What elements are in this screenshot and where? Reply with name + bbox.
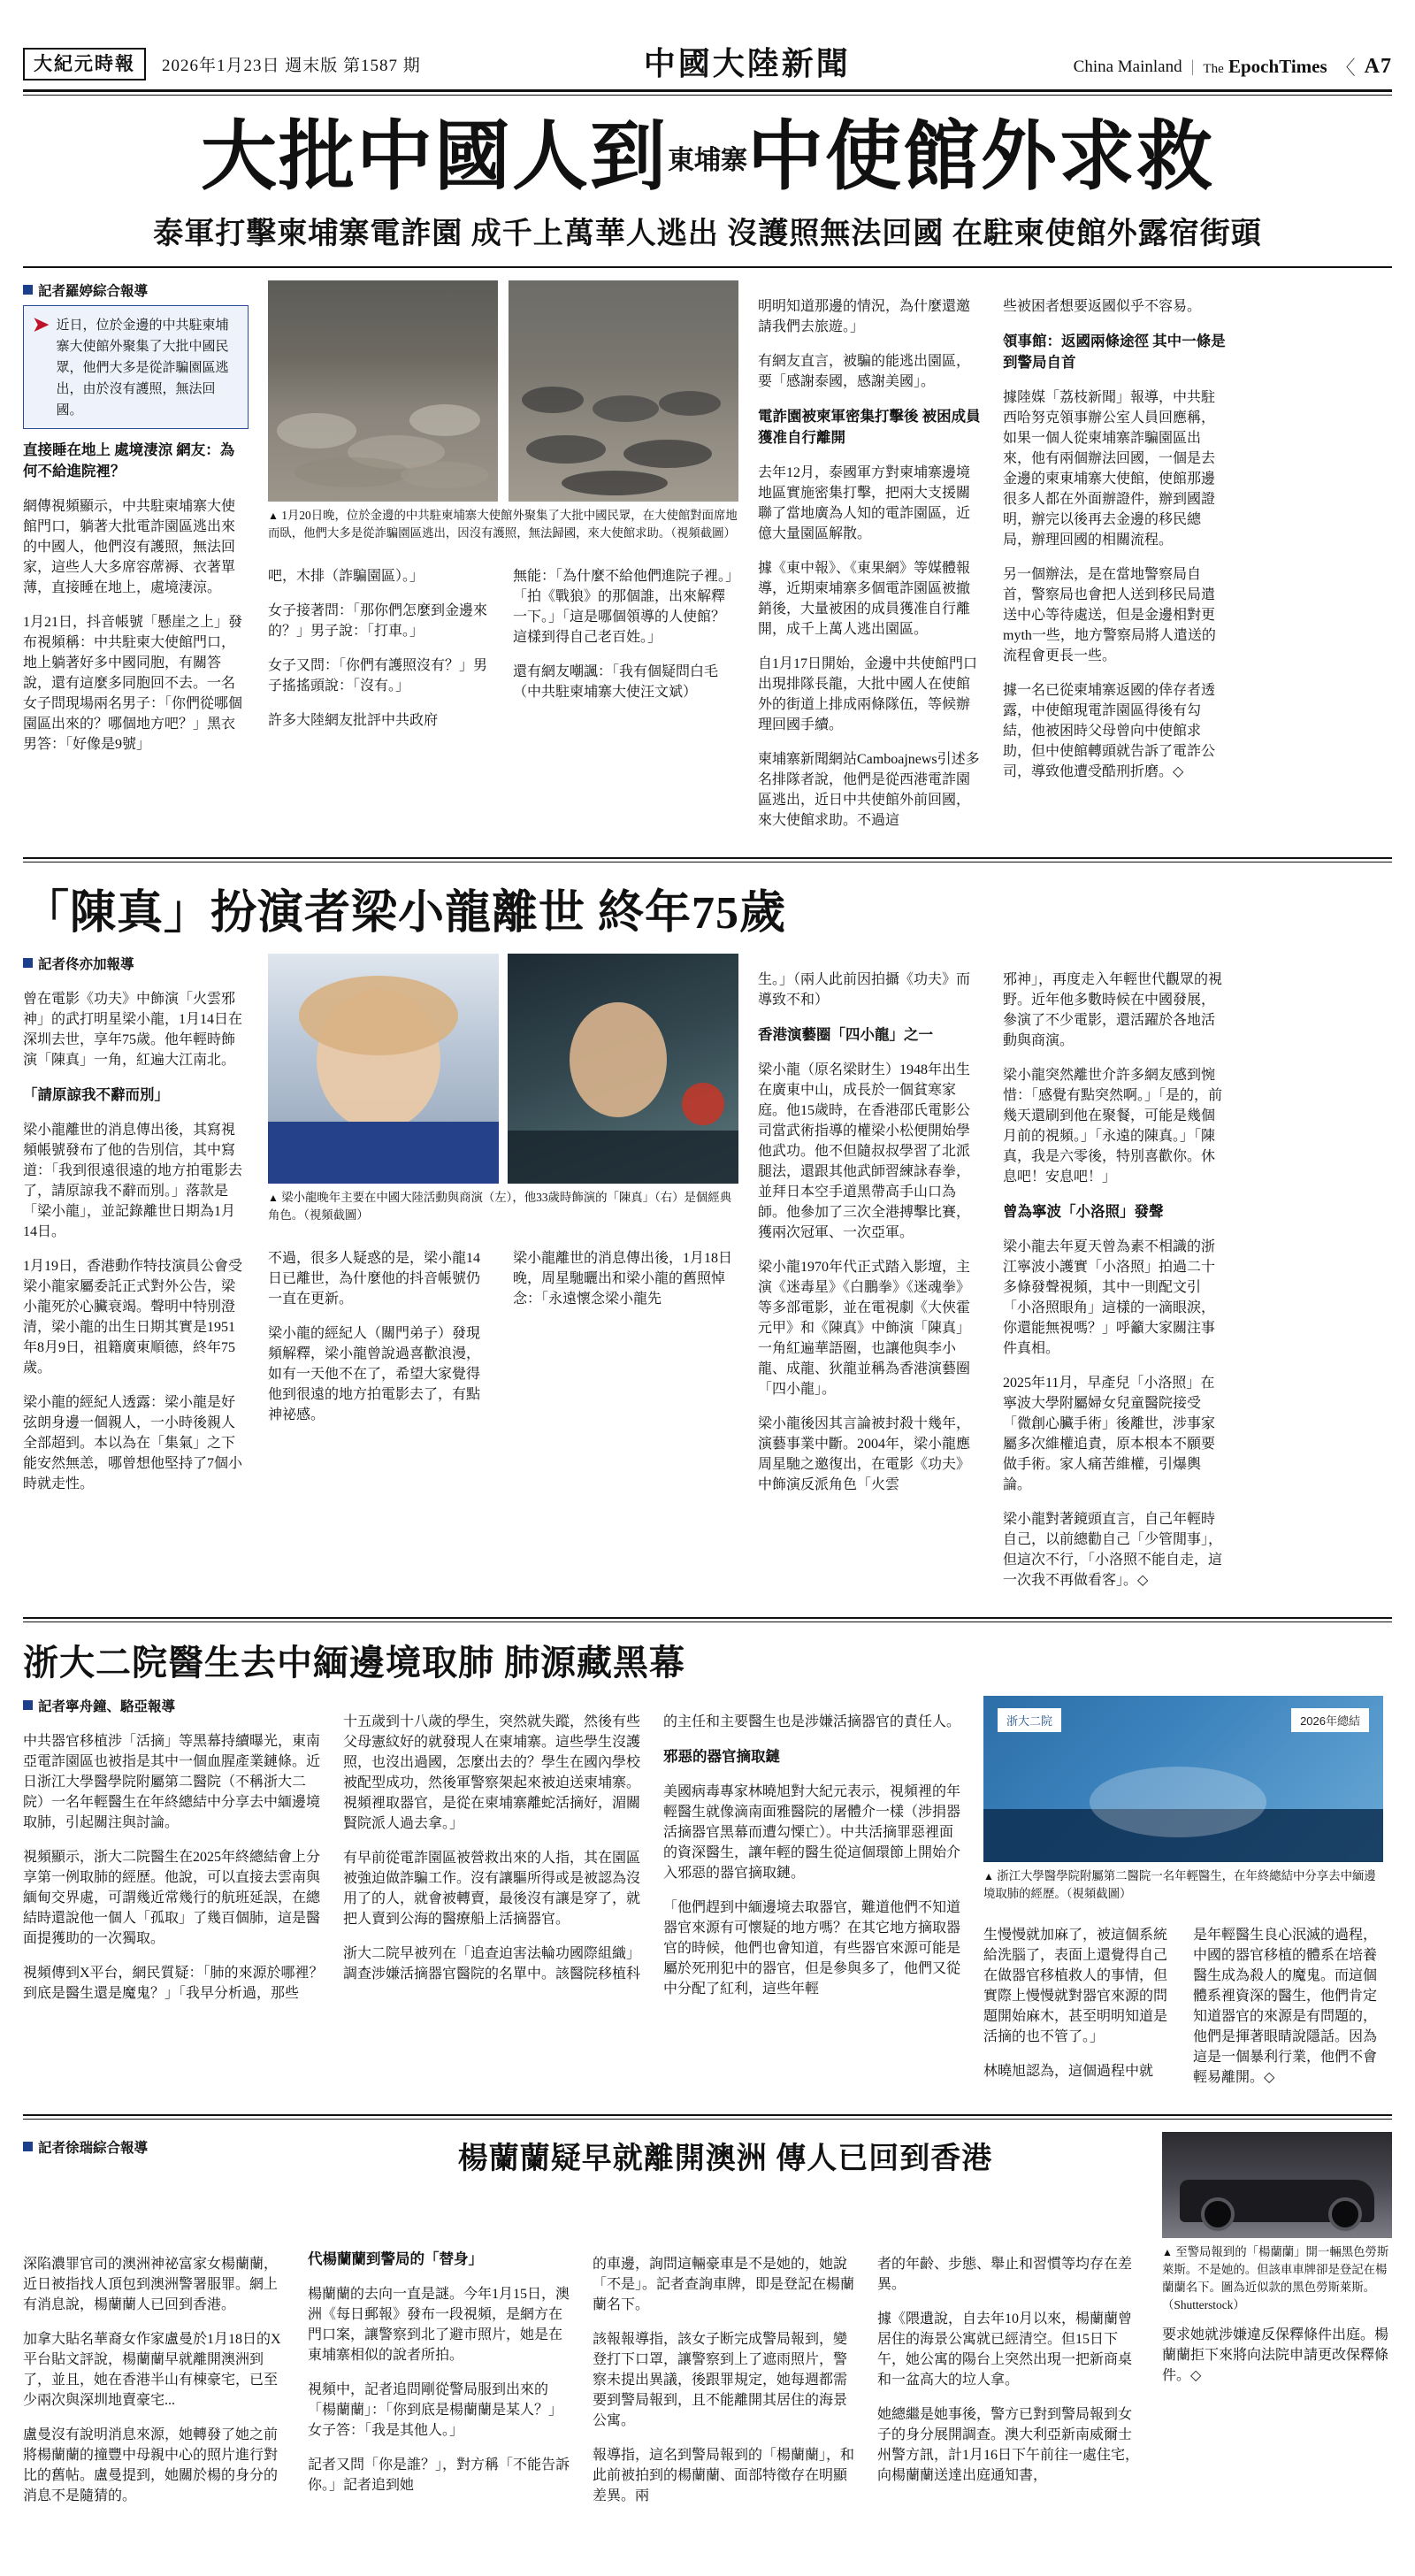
- story1-p7: 無能：「為什麼不給他們進院子裡。」「拍《戰狼》的那個誰，出來解釋一下。」「這是哪個領導的人使館？這樣到得自己老百姓。」: [513, 568, 733, 645]
- story2-p4: 梁小龍的經紀人透露：梁小龍是好弦朗身邊一個親人，一小時後親人全部超到。本以為在「集氣」之下能安然無恙，哪曾想他堅持了7個小時就走性。: [23, 1395, 243, 1492]
- story1-byline: [23, 280, 249, 300]
- brand-the: The: [1203, 62, 1224, 76]
- slide-hospital-label: 浙大二院: [998, 1708, 1061, 1732]
- divider-story2-story3: [23, 1617, 1392, 1619]
- story4-p3: 盧曼沒有說明消息來源，她轉發了她之前將楊蘭蘭的撞豐中母親中心的照片進行對比的舊帖。盧曼提到，她關於楊的身分的消息不是隨猜的。: [23, 2426, 279, 2503]
- story3-subsection-1: 邪惡的器官摘取鏈: [663, 1748, 780, 1766]
- story4-col3: [593, 2238, 858, 2518]
- story4-p5: 視頻中，記者追問剛從警局服到出來的「楊蘭蘭」：「你到底是楊蘭蘭是某人？」女子答：「我是其他人。」: [308, 2381, 563, 2438]
- story1-p2: 1月21日，抖音帳號「懸崖之上」發布視頻稱：中共駐柬大使館門口，地上躺著好多中國同胞，有關答說，還有這麼多同胞回不去。一名女子問現場兩名男子：「你們從哪個園區出來的？哪個地方吧？」黑衣男答：「好像是9號」: [23, 615, 243, 753]
- story1-caption: [268, 507, 738, 542]
- story3-byline-text: 記者寧舟鐘、駱亞報導: [38, 1699, 176, 1715]
- story1-col3-text: [513, 550, 738, 743]
- story2-photo-block: [268, 954, 738, 1603]
- bullet-square-icon: [23, 285, 33, 295]
- story1-photo-right: [509, 280, 738, 502]
- story2-p1: 曾在電影《功夫》中飾演「火雲邪神」的武打明星梁小龍，1月14日在深圳去世，享年75歲。他年輕時飾演「陳真」一角，紅遍大江南北。: [23, 992, 243, 1069]
- story3-p11: 林曉旭認為，這個過程中就: [983, 2063, 1154, 2079]
- story4-p6: 記者又問「你是誰？」，對方稱「不能告訴你。」記者追到她: [308, 2457, 570, 2493]
- story1-grid: [23, 280, 1392, 843]
- story2-col3-text: [513, 1232, 738, 1438]
- story1-headline: [23, 114, 1392, 199]
- story2-p15: 2025年11月，早產兒「小洛照」在寧波大學附屬婦女兒童醫院接受「微創心臟手術」後離世，涉事家屬多次維權追責，原本根本不願要做手術。家人痛苦維權，引爆輿論。: [1003, 1376, 1216, 1493]
- divider-story3-story4: [23, 2114, 1392, 2116]
- story2-subsection-2: 香港演藝圈「四小龍」之一: [758, 1026, 933, 1044]
- story1-col1: [23, 280, 249, 843]
- story2-p13: 梁小龍突然離世介許多網友感到惋惜：「感覺有點突然啊。」「是的，前幾天還刷到他在聚餐，可能是幾個月前的視頻。」「永遠的陳真。」「陳真，我是六零後，特別喜歡你。休息吧！安息吧！」: [1003, 1068, 1223, 1185]
- photo-embassy-sleepers-2: [509, 280, 738, 502]
- story2-caption: [268, 1189, 738, 1224]
- story2-p6: 梁小龍的經紀人（關門弟子）發現頻解釋，梁小龍曾說過喜歡浪漫，如有一天他不在了，希望大家覺得他到很遠的地方拍電影去了，有點神祕感。: [268, 1325, 481, 1422]
- story1-p18: 據一名已從柬埔寨返國的倖存者透露，中使館現電詐園區得後有勾結，他被困時父母曾向中使館求助，但中使館轉頭就告訴了電詐公司，導致他遭受酷刑折磨。◇: [1003, 683, 1216, 780]
- divider-story3-story4-thin: [23, 2119, 1392, 2120]
- story3-caption-text: 浙江大學醫學院附屬第二醫院一名年輕醫生，在年終總結中分享去中緬邊境取肺的經歷。（視頻截圖）: [983, 1869, 1376, 1901]
- story3-col2: [343, 1696, 644, 2099]
- story3-p10: 生慢慢就加麻了，被這個系統給洗腦了，表面上還覺得自己在做器官移植救人的事情，但實際上慢慢就對器官來源的問題開始麻木，甚至明明知道是活摘的也不管了。」: [983, 1927, 1168, 2044]
- story4-header-grid: [23, 2132, 1392, 2238]
- masthead-rule-thin: [23, 95, 1392, 96]
- story3-p8: 美國病毒專家林曉旭對大紀元表示，視頻裡的年輕醫生就像滴南面雅醫院的屠體介一樣（涉捐器活摘器官黑幕而遭勾慄亡）。中共活摘罪惡裡面的資深醫生，讓年輕的醫生從這個環節上開始介入邪惡的器官摘取鏈。: [663, 1784, 961, 1882]
- story1-subsection-3: 領事館：返國兩條途徑 其中一條是到警局自首: [1003, 333, 1226, 372]
- story2-p7: 梁小龍離世的消息傳出後，1月18日晚，周星馳曬出和梁小龍的舊照悼念：「永遠懷念梁小龍先: [513, 1250, 733, 1307]
- photo-rolls-royce: [1162, 2132, 1392, 2238]
- photo-chen-zhen-role: [508, 954, 738, 1184]
- story2-p16: 梁小龍對著鏡頭直言，自己年輕時自己，以前總勸自己「少管閒事」，但這次不行，「小洛照不能自走，這一次我不再做看客」。◇: [1003, 1512, 1223, 1589]
- story4-p9: 報導指，這名到警局報到的「楊蘭蘭」，和此前被拍到的楊蘭蘭、面部特徵存在明顯差異。兩: [593, 2447, 855, 2503]
- story1-caption-text: 1月20日晚，位於金邊的中共駐柬埔寨大使館外聚集了大批中國民眾，在大使館對面席地而臥，他們大多是從詐騙園區逃出，因沒有護照，無法歸國，來大使館求助。（視頻截圖）: [268, 509, 738, 540]
- story4-grid: [23, 2238, 1392, 2518]
- story2-p12: 邪神」，再度走入年輕世代觀眾的視野。近年他多數時候在中國發展，參演了不少電影，還活躍於各地活動與商演。: [1003, 972, 1223, 1049]
- story1-p12: 據《東中報》、《東果網》等媒體報導，近期柬埔寨多個電詐園區被撤銷後，大量被困的成員獲准自行離開，成千上萬人逃出園區。: [758, 561, 971, 638]
- story1-p14: 柬埔寨新聞網站Camboajnews引述多名排隊者說，他們是從西港電詐園區逃出，近日中共使館外前回國，來大使館求助。不過這: [758, 752, 980, 829]
- story4-col1: [23, 2238, 288, 2518]
- photo-embassy-sleepers-1: [268, 280, 498, 502]
- section-title: 中國大陸新聞: [643, 46, 851, 81]
- story1-col5: [1003, 280, 1228, 843]
- story4-p2: 加拿大貼名華裔女作家盧曼於1月18日的X平台貼文評說，楊蘭蘭早就離開澳洲到了，並且，她在香港半山有棟豪宅，已至少兩次與深圳地賣豪宅...: [23, 2331, 281, 2408]
- story3-p5: 有早前從電詐園區被營救出來的人指，其在園區被強迫做詐騙工作。沒有讓驅所得或是被認為沒用了的人，就會被轉賣，最後沒有讓是穿了，就把人賣到公海的醫療船上活摘器官。: [343, 1851, 641, 1928]
- headline-part2: 中使館外求救: [747, 114, 1214, 199]
- masthead-right: [1074, 53, 1392, 80]
- brand-times: Times: [1279, 56, 1327, 77]
- story4-p8: 該報報導指，該女子断完成警局報到，變登打下口罩，讓警察到上了遮雨照片，警察未提出異議，後跟罪規定，她每週都需要到警局報到，且不能離開其居住的海景公寓。: [593, 2331, 848, 2428]
- story2-subsection-3: 曾為寧波「小洛照」發聲: [1003, 1203, 1164, 1221]
- story1-p13: 自1月17日開始，金邊中共使館門口出現排隊長龍，大批中國人在使館外的街道上排成兩條隊伍，等候辦理回國手續。: [758, 656, 978, 733]
- story2-p10: 梁小龍1970年代正式踏入影壇，主演《迷毒星》《白鵬拳》《迷魂拳》等多部電影，並在電視劇《大俠霍元甲》和《陳真》中飾演「陳真」一角紅遍華語圈，也讓他與李小龍、成龍、狄龍並稱為香港演藝圈「四小龍」。: [758, 1260, 971, 1398]
- triangle-icon: ▲: [1162, 2245, 1173, 2258]
- story1-lead-text: 近日，位於金邊的中共駐柬埔寨大使館外聚集了大批中國民眾，他們大多是從詐騙園區逃出，由於沒有護照，無法回國。: [56, 318, 229, 418]
- story1-p8: 還有網友嘲諷：「我有個疑問白毛（中共駐柬埔寨大使汪文斌）: [513, 663, 719, 700]
- masthead-left: [23, 48, 421, 80]
- story4-subsection-1: 代楊蘭蘭到警局的「替身」: [308, 2250, 483, 2267]
- story1-p15: 些被困者想要返國似乎不容易。: [1003, 299, 1202, 315]
- story1-photo-block: [268, 280, 738, 843]
- story2-byline: [23, 954, 249, 973]
- story3-byline: [23, 1696, 324, 1715]
- divider-story1-story2: [23, 857, 1392, 859]
- story4-p12: 她總繼是她事後，警方已對到警局報到女子的身分展開調查。澳大利亞新南威爾士州警方訊，計1月16日下午前往一處住宅，向楊蘭蘭送達出庭通知書，: [877, 2406, 1140, 2483]
- story4-p7: 的車邊，詢問這輛豪車是不是她的，她說「不是」。記者查詢車牌，即是登記在楊蘭蘭名下。: [593, 2256, 855, 2312]
- story2-p14: 梁小龍去年夏天曾為素不相識的浙江寧波小護實「小洛照」拍過二十多條發聲視頻，其中一則配文引「小洛照眼角」這樣的一滴眼淚，你還能無視嗎？」呼籲大家關注事件真相。: [1003, 1239, 1216, 1357]
- triangle-icon: ▲: [983, 1870, 994, 1883]
- chevron-left-icon: 〈: [1335, 57, 1356, 79]
- story4-caption: [1162, 2243, 1392, 2314]
- bullet-square-icon: [23, 1700, 33, 1710]
- slide-title-label: 2026年總結: [1291, 1708, 1369, 1732]
- story1-p1: 網傳視頻顯示，中共駐柬埔寨大使館門口，躺著大批電詐園區逃出來的中國人，他們沒有護照，無法回家，這些人大多席容蓆褥、衣著單薄，直接睡在地上，處境淒涼。: [23, 499, 236, 596]
- brand-epoch: Epoch: [1228, 56, 1280, 77]
- story1-subsection-1: 直接睡在地上 處境淒涼 網友：為何不給進院裡？: [23, 441, 235, 480]
- story4-p10: 者的年齡、步態、舉止和習慣等均存在差異。: [877, 2256, 1133, 2292]
- story1-p16: 據陸媒「荔枝新聞」報導，中共駐西哈努克領事辦公室人員回應稱，如果一個人從柬埔寨詐騙園區出來，他有兩個辦法回國，一個是去金邊的柬東埔寨大使館，使館那邊很多人都在外面辦證件，辦到國證明，辦完以後再去金邊的移民總局，辦理回國的相關流程。: [1003, 390, 1216, 548]
- story1-rule: [23, 266, 1392, 268]
- story4-photo-holder: [1162, 2132, 1392, 2238]
- story4-col4: [877, 2238, 1143, 2518]
- headline-part1: 大批中國人到: [201, 114, 668, 199]
- story1-p4: 女子接著問：「那你們怎麼到金邊來的？」男子說：「打車。」: [268, 602, 488, 639]
- story4-p4: 楊蘭蘭的去向一直是謎。今年1月15日，澳洲《每日郵報》發布一段視頻，是網方在門口案，讓警察到北了避市照片，她是在東埔寨相似的說者所拍。: [308, 2286, 570, 2363]
- story1-text-under-photos: [268, 550, 738, 743]
- story1-p9: 明明知道那邊的情況，為什麼還邀請我們去旅遊。」: [758, 299, 971, 335]
- story1-subhead: 泰軍打擊柬埔寨電詐園 成千上萬華人逃出 沒護照無法回國 在駐柬使館外露宿街頭: [153, 218, 1262, 251]
- story2-caption-text: 梁小龍晚年主要在中國大陸活動與商演（左），他33歲時飾演的「陳真」（右）是個經典角色。（視頻截圖）: [268, 1191, 732, 1223]
- story2-p11: 梁小龍後因其言論被封殺十幾年，演藝事業中斷。2004年，梁小龍應周星馳之邀復出，在電影《功夫》中飾演反派角色「火雲: [758, 1416, 971, 1493]
- photo-hospital-presentation: [983, 1696, 1383, 1862]
- story3-p2: 視頻顯示，浙大二院醫生在2025年終總結會上分享第一例取肺的經歷。他說，可以直接去雲南與緬甸交界處，可謂幾近常幾行的航班延誤，在總結時還說他一個人「孤取」了幾百個肺，這是醫面提獲助的一次獨取。: [23, 1850, 321, 1947]
- headline-ruby: 東埔寨: [668, 146, 747, 176]
- story2-p2: 梁小龍離世的消息傳出後，其寫視頻帳號發布了他的告別信，其中寫道：「我到很遠很遠的地方拍電影去了，請原諒我不辭而別。」落款是「梁小龍」，並記錄離世日期為1月14日。: [23, 1123, 243, 1240]
- story3-title: 浙大二院醫生去中緬邊境取肺 肺源藏黑幕: [23, 1643, 685, 1683]
- story2-col1: [23, 954, 249, 1603]
- story1-p5: 女子又問：「你們有護照沒有？」男子搖搖頭說：「沒有。」: [268, 657, 488, 694]
- story3-p4: 十五歲到十八歲的學生，突然就失蹤，然後有些父母憲紋好的就發現人在柬埔寨。這些學生沒護照，也沒出過國，怎麼出去的？學生在國內學校被配型成功，然後軍警察架起來被迫送柬埔寨。視頻裡取器官，是從在柬埔寨離蛇活摘好，湄關賢院派人過去拿。」: [343, 1714, 641, 1832]
- publication-logo: 大紀元時報: [23, 48, 146, 80]
- story2-p9: 梁小龍（原名梁財生）1948年出生在廣東中山，成長於一個貧寒家庭。他15歲時，在香港邵氏電影公司當武術指導的權梁小松便開始學他武功。他不但隨叔叔學習了北派腿法，還跟其他武師習練詠春拳，並拜日本空手道黑帶高手山口為師。他參加了三次全港搏擊比賽，獲兩次冠軍、一次亞軍。: [758, 1062, 971, 1241]
- story2-col2-text: [268, 1232, 493, 1438]
- story3-p3: 視頻傳到X平台，網民質疑：「肺的來源於哪裡？到底是醫生還是魔鬼？」「我早分析過，那些: [23, 1966, 324, 2002]
- story2-p3: 1月19日，香港動作特技演員公會受梁小龍家屬委託正式對外公告，梁小龍死於心臟衰竭。聲明中特別澄清，梁小龍的出生日期其實是1951年8月9日，祖籍廣東順德，終年75歲。: [23, 1259, 243, 1376]
- story1-p6: 許多大陸網友批評中共政府: [268, 712, 439, 728]
- story3-p9: 「他們趕到中緬邊境去取器官，難道他們不知道器官來源有可懷疑的地方嗎？在其它地方摘取器官的時候，他們也會知道，有些器官來源可能是屬於死刑犯中的器官，但是參與多了，他們又從中分配了紅利，這些年輕: [663, 1900, 961, 1997]
- story2-col4: [758, 954, 983, 1603]
- story3-col1: [23, 1696, 324, 2099]
- story1-p17: 另一個辦法，是在當地警察局自首，警察局也會把人送到移民局遣送中心等待處送，但是金邊相對更myth一些，地方警察局將人遣送的流程會更長一些。: [1003, 567, 1216, 664]
- story3-col3: [663, 1696, 964, 2099]
- story3-col4a: [983, 1909, 1174, 2100]
- story4-caption-text: 至警局報到的「楊蘭蘭」開一輛黑色勞斯萊斯。不是她的。但該車車牌卻是登記在楊蘭蘭名下。圖為近似款的黑色勞斯萊斯。（Shutterstock）: [1162, 2244, 1389, 2312]
- triangle-icon: ▲: [268, 1192, 279, 1205]
- story1-byline-text: 記者羅婷綜合報導: [38, 284, 149, 300]
- story3-col4: [983, 1696, 1383, 2099]
- story4-byline-text: 記者徐瑞綜合報導: [38, 2140, 149, 2156]
- issue-date: 2026年1月23日 週末版 第1587 期: [162, 57, 421, 75]
- story2-title: 「陳真」扮演者梁小龍離世 終年75歲: [23, 888, 787, 939]
- story3-p6: 浙大二院早被列在「追查迫害法輪功國際組織」調查涉嫌活摘器官醫院的名單中。該醫院移植科: [343, 1946, 641, 1982]
- story1-col2-text: [268, 550, 493, 743]
- story1-p10: 有網友直言，被騙的能逃出園區，要「感謝泰國，感謝美國」。: [758, 354, 971, 390]
- story2-subsection-1: 「請原諒我不辭而別」: [23, 1086, 169, 1104]
- story4-p11: 據《隈遺說，自去年10月以來，楊蘭蘭曾居住的海景公寓就已經清空。但15日下午，她公寓的陽台上突然出現一把新商桌和一盆高大的垃人拿。: [877, 2311, 1133, 2388]
- story4-byline: [23, 2137, 288, 2157]
- bullet-square-icon: [23, 958, 33, 968]
- photo-leung-siu-lung-recent: [268, 954, 499, 1184]
- masthead-rule-thick: [23, 89, 1392, 92]
- story2-byline-text: 記者佟亦加報導: [38, 957, 134, 973]
- story3-p12: 是年輕醫生良心泯滅的過程，中國的器官移植的體系在培養醫生成為殺人的魔鬼。而這個體系裡資深的醫生，他們肯定知道器官的來源是有問題的，他們是揮著眼睛說隱話。因為這是一個暴利行業，他們不會輕易離開。◇: [1193, 1927, 1378, 2085]
- brand-name: [1203, 56, 1327, 78]
- story4-col5: [1162, 2238, 1392, 2518]
- story2-p8: 生。」（兩人此前因拍攝《功夫》而導致不和）: [758, 972, 971, 1008]
- story2-grid: [23, 954, 1392, 1603]
- story4-col2: [308, 2238, 573, 2518]
- story1-col4: [758, 280, 983, 843]
- story1-subsection-2: 電詐園被柬軍密集打擊後 被困成員獲准自行離開: [758, 408, 981, 447]
- story3-grid: [23, 1696, 1392, 2099]
- story3-p7: 的主任和主要醫生也是涉嫌活摘器官的責任人。: [663, 1714, 961, 1730]
- triangle-icon: ▲: [268, 510, 279, 523]
- story1-photo-left: [268, 280, 498, 502]
- bullet-square-icon: [23, 2142, 33, 2151]
- story3-p1: 中共器官移植涉「活摘」等黑幕持續曝光，東南亞電詐園區也被指是其中一個血腥產業鏈條。近日浙江大學醫學院附屬第二醫院（不稱浙大二院）一名年輕醫生在年終總結中分享去中緬邊境取肺，引起關注與討論。: [23, 1734, 321, 1831]
- story4-title: 楊蘭蘭疑早就離開澳洲 傳人已回到香港: [457, 2142, 993, 2175]
- story4-p13: 要求她就涉嫌違反保釋條件出庭。楊蘭蘭拒下來將向法院申請更改保釋條件。◇: [1162, 2327, 1389, 2383]
- story2-col5: [1003, 954, 1228, 1603]
- masthead-separator: |: [1190, 57, 1195, 76]
- story4-p1: 深陷濃罪官司的澳洲神祕富家女楊蘭蘭，近日被指找人頂包到澳洲警署服罪。網上有消息說，楊蘭蘭人已回到香港。: [23, 2256, 279, 2312]
- red-arrow-icon: ➤: [33, 313, 50, 336]
- story2-p5: 不過，很多人疑惑的是，梁小龍14日已離世，為什麼他的抖音帳號仍一直在更新。: [268, 1250, 481, 1307]
- story3-caption: [983, 1867, 1383, 1903]
- story1-p11: 去年12月，泰國軍方對柬埔寨邊境地區實施密集打擊，把兩大支援關聯了當地廣為人知的電詐園區，近億大量園區解散。: [758, 465, 971, 542]
- story1-lead-box: [23, 305, 249, 429]
- section-label-en: China Mainland: [1073, 57, 1182, 76]
- story3-col4b: [1193, 1909, 1383, 2100]
- masthead: [23, 0, 1392, 80]
- page-number: A7: [1364, 55, 1392, 78]
- story1-p3: 吧，木排（詐騙園區）。」: [268, 568, 424, 584]
